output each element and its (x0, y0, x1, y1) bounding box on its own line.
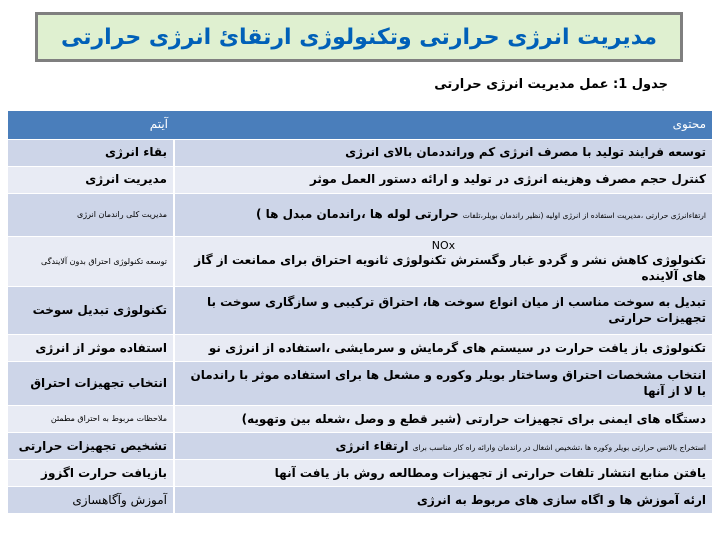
row-content: انتخاب مشخصات احتراق وساختار بویلر وکوره و مشعل ها برای استفاده موثر با راندمان با لا از آنها (174, 362, 712, 406)
title-box (35, 12, 683, 62)
row-item: توسعه تکنولوژی احتراق بدون آلایندگی (8, 237, 174, 287)
row-content-text: تکنولوژی کاهش نشر و گردو غبار وگسترش تکنولوژی ثانویه احتراق برای ممانعت از گاز های آلاینده (194, 253, 706, 283)
row-item: انتخاب تجهیزات احتراق (8, 362, 174, 406)
row-item: بازیافت حرارت اگزوز (8, 460, 174, 487)
row-item: ملاحظات مربوط به احتراق مطمئن (8, 406, 174, 433)
table-header-row (8, 111, 712, 140)
header-item: آیتم (8, 111, 174, 140)
row-content (174, 194, 712, 237)
table-row (8, 194, 712, 237)
row-content-small: استخراج بالانس حرارتی بویلر وکوره ها ،تشخیص اشغال در راندمان وارائه راه کار مناسب برای (412, 442, 706, 452)
row-item: استفاده موثر از انرژی (8, 335, 174, 362)
row-item: مدیریت کلی راندمان انرژی (8, 194, 174, 237)
row-content-bold: ارتقاء انرژی (335, 438, 409, 453)
table-row (8, 167, 712, 194)
row-content-note: NOx (431, 239, 456, 252)
table-row (8, 460, 712, 487)
table-row (8, 287, 712, 335)
header-content: محتوی (174, 111, 712, 140)
row-item: بقاء انرژی (8, 140, 174, 167)
table-row (8, 237, 712, 287)
row-item: تکنولوژی تبدیل سوخت (8, 287, 174, 335)
row-content-small: ارتقاءانرژی حرارتی ،مدیریت استفاده از انرژی اولیه (نظیر راندمان بویلر،تلفات (462, 211, 706, 221)
row-content: یافتن منابع انتشار تلفات حرارتی از تجهیزات ومطالعه روش باز یافت آنها (174, 460, 712, 487)
row-content (174, 433, 712, 460)
row-content (174, 237, 712, 287)
row-item: تشخیص تجهیزات حرارتی (8, 433, 174, 460)
page-title: مدیریت انرژی حرارتی وتکنولوژی ارتقائ انرژی حرارتی (60, 24, 658, 50)
energy-table (8, 111, 712, 514)
table-row (8, 335, 712, 362)
table-row (8, 433, 712, 460)
table-row (8, 487, 712, 514)
row-item: آموزش وآگاهسازی (8, 487, 174, 514)
table-row (8, 140, 712, 167)
row-content-bold: حرارتی لوله ها ،راندمان مبدل ها ) (255, 207, 459, 222)
row-content: دستگاه های ایمنی برای تجهیزات حرارتی (شیر قطع و وصل ،شعله بین وتهویه) (174, 406, 712, 433)
table-row (8, 362, 712, 406)
row-content: توسعه فرایند تولید با مصرف انرژی کم ورانددمان بالای انرژی (174, 140, 712, 167)
row-content: تکنولوژی باز یافت حرارت در سیستم های گرمایش و سرمایشی ،استفاده از انرژی نو (174, 335, 712, 362)
row-content: تبدیل به سوخت مناسب از میان انواع سوخت ها، احتراق ترکیبی و سازگاری سوخت با تجهیزات حرارتی (174, 287, 712, 335)
table-row (8, 406, 712, 433)
row-item: مدیریت انرژی (8, 167, 174, 194)
table-caption: جدول 1: عمل مدیریت انرژی حرارتی (434, 77, 668, 92)
row-content: ارئه آموزش ها و اگاه سازی های مربوط به انرژی (174, 487, 712, 514)
row-content: کنترل حجم مصرف وهزینه انرژی در تولید و ارائه دستور العمل موثر (174, 167, 712, 194)
